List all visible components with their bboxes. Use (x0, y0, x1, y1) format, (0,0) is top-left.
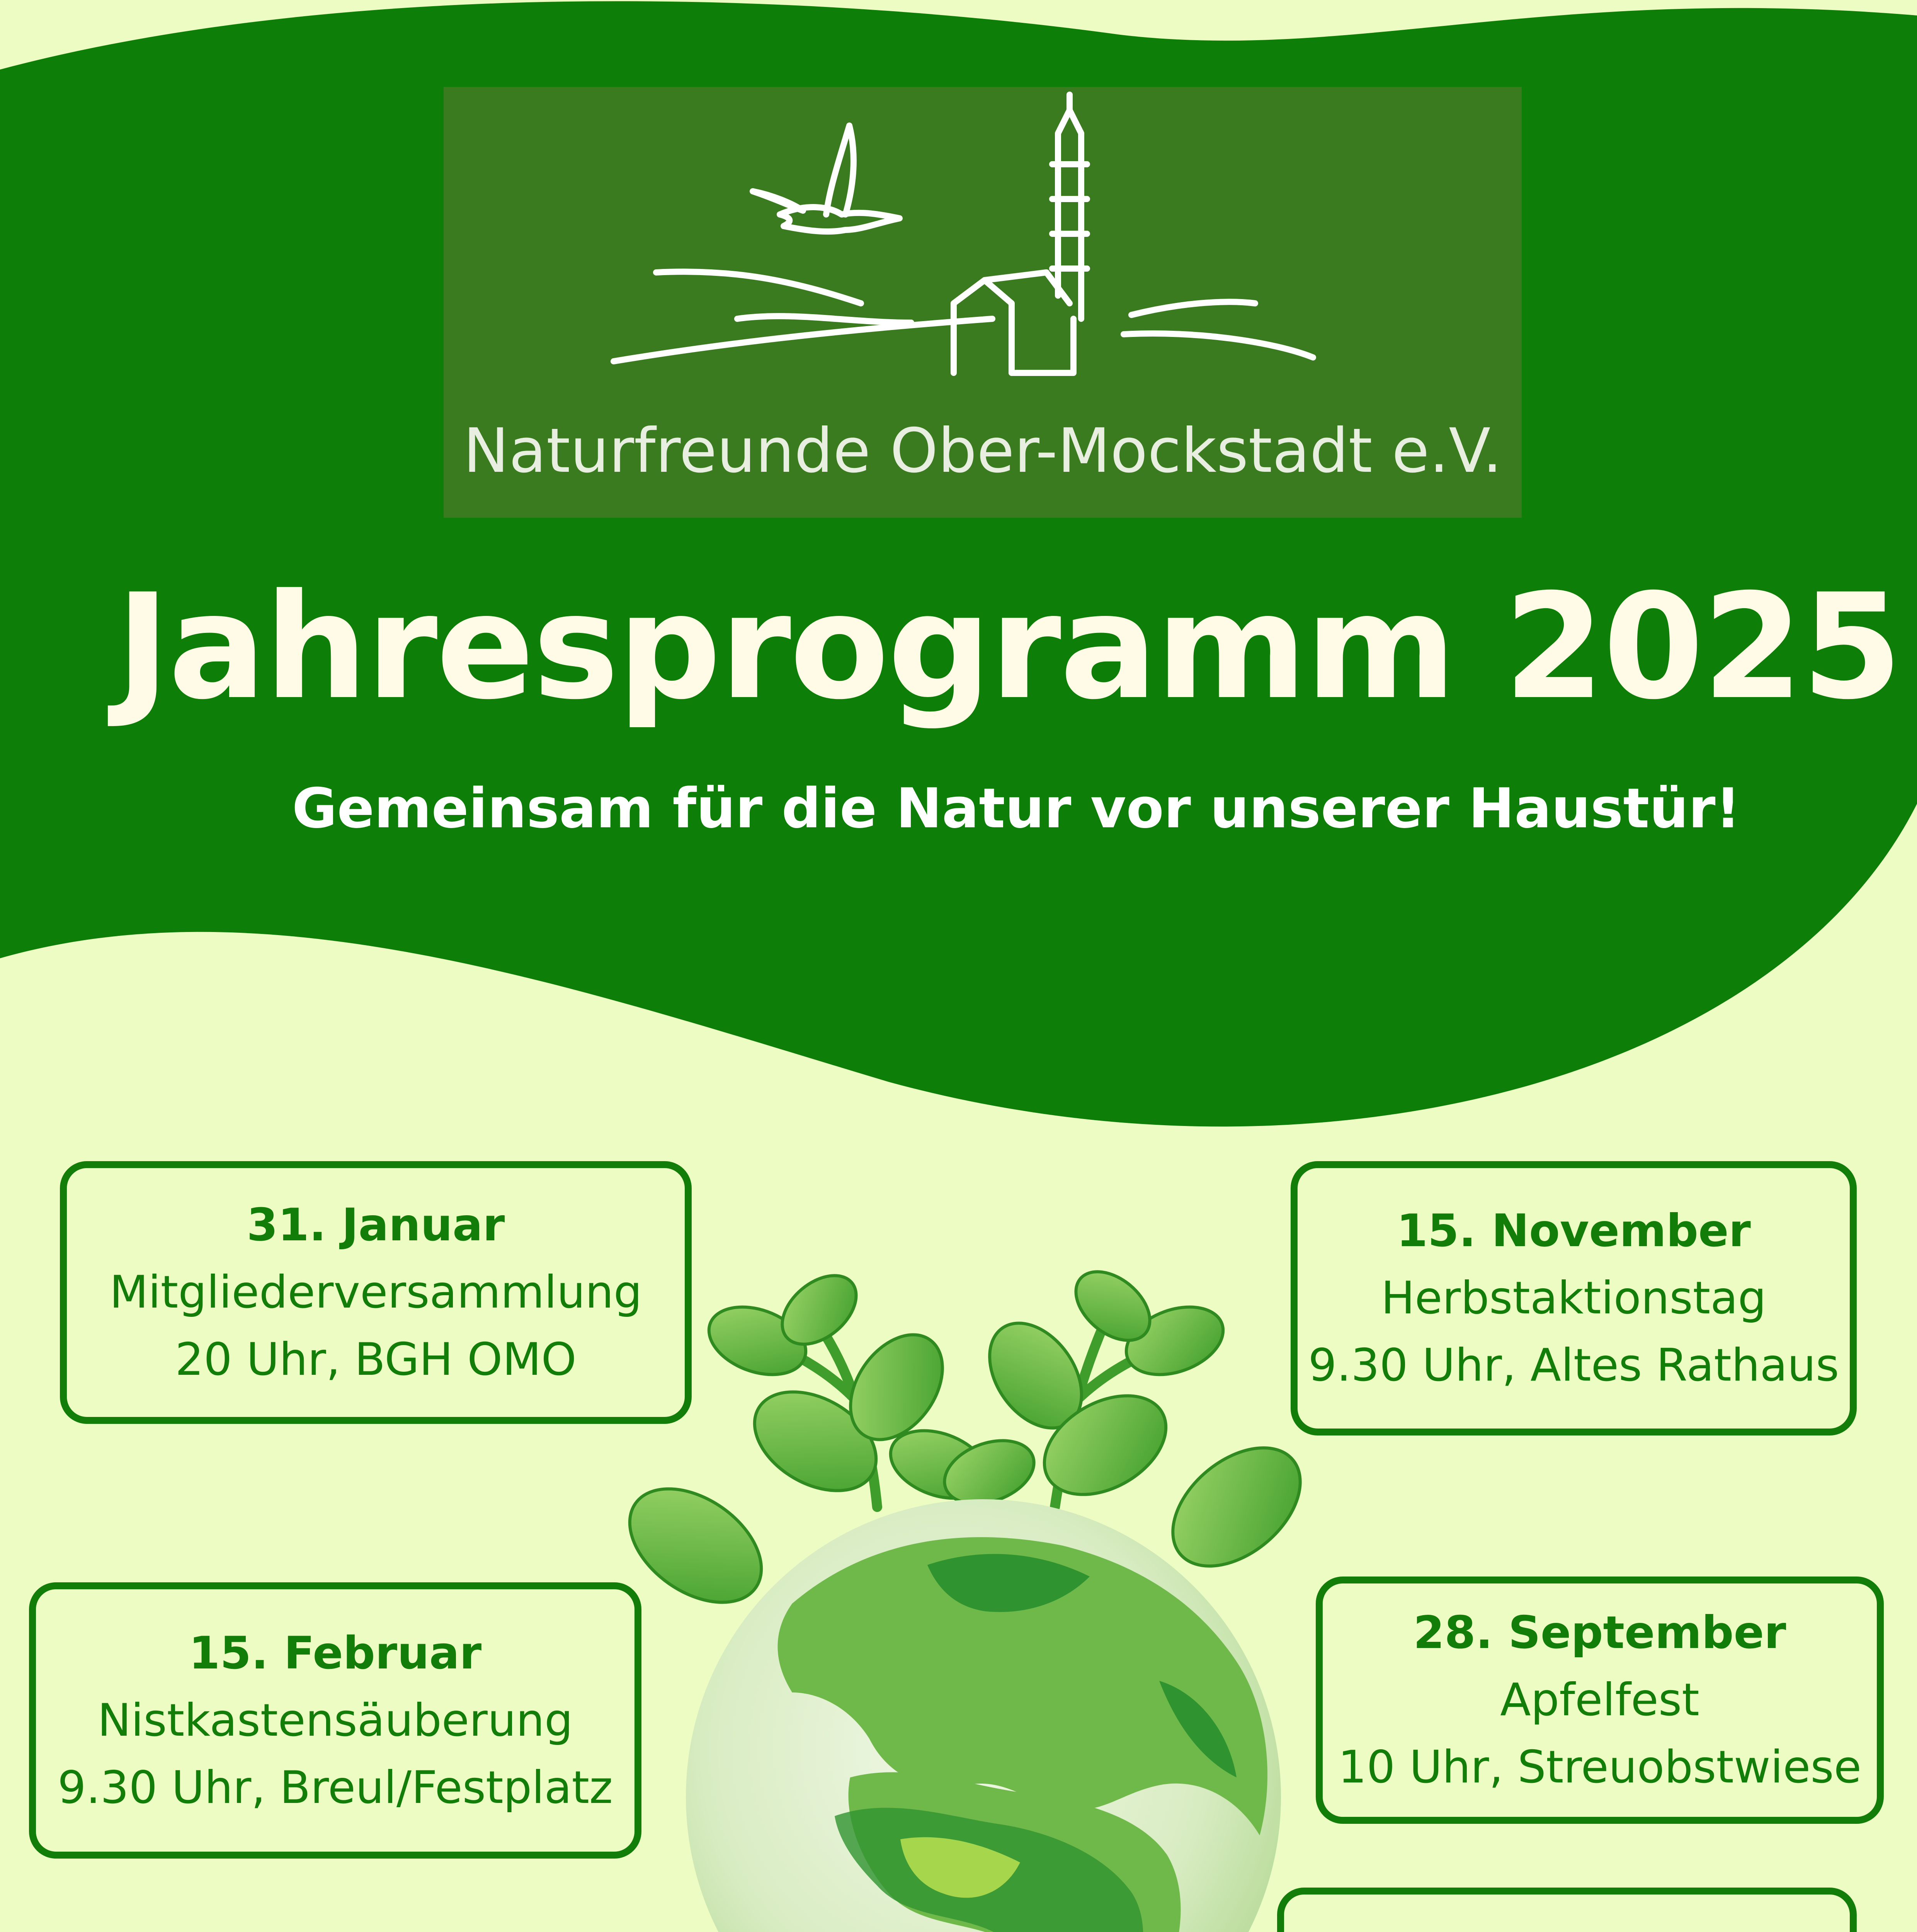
event-name: Mitgliederversammlung (109, 1266, 642, 1318)
event-card-july (1277, 1888, 1857, 1932)
logo-artwork (444, 87, 1522, 404)
event-card-january (60, 1161, 692, 1424)
event-name: Herbstaktionstag (1381, 1272, 1766, 1324)
event-details: 9.30 Uhr, Altes Rathaus (1308, 1339, 1839, 1391)
event-card-september (1316, 1577, 1884, 1824)
bird-icon (753, 126, 900, 231)
page-subtitle: Gemeinsam für die Natur vor unserer Haustür! (292, 777, 1741, 840)
event-card-november (1291, 1161, 1857, 1435)
event-name: Apfelfest (1500, 1674, 1699, 1726)
logo-org-name: Naturfreunde Ober-Mockstadt e.V. (463, 415, 1502, 486)
event-details: 20 Uhr, BGH OMO (175, 1333, 577, 1386)
event-details: 9.30 Uhr, Breul/Festplatz (58, 1761, 613, 1814)
logo (444, 87, 1522, 518)
village-church-icon (954, 95, 1087, 373)
event-details: 10 Uhr, Streuobstwiese (1338, 1741, 1862, 1793)
event-name: Nistkastensäuberung (97, 1694, 573, 1747)
event-date: 28. September (1413, 1607, 1786, 1659)
event-date: 15. November (1397, 1205, 1751, 1257)
leaf-icon (609, 1258, 1323, 1626)
event-date: 15. Februar (189, 1627, 482, 1679)
event-card-february (29, 1582, 641, 1859)
event-date: 31. Januar (247, 1199, 505, 1251)
page-title: Jahresprogramm 2025 (116, 563, 1901, 731)
